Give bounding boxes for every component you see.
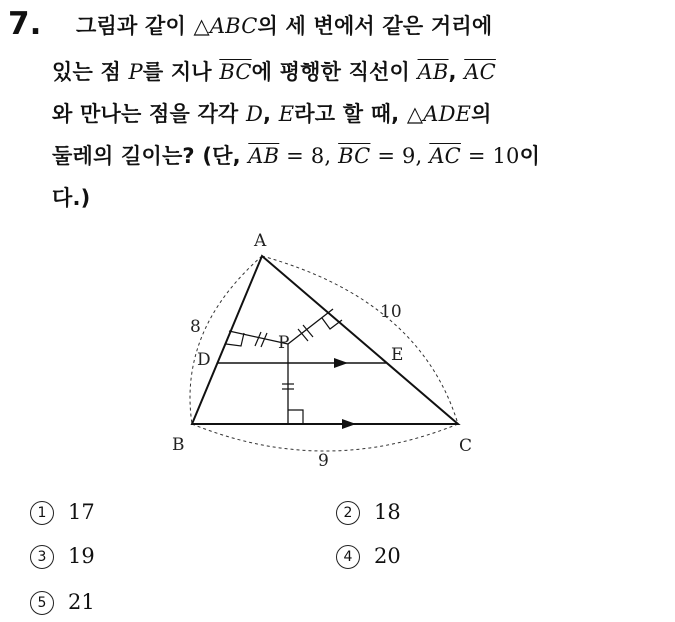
text: 의 세 변에서 같은 거리에 bbox=[257, 14, 493, 38]
choice-mark: 2 bbox=[336, 501, 360, 525]
math-value: = 9, bbox=[370, 144, 430, 168]
label-b: B bbox=[172, 435, 185, 455]
math-value: = 10 bbox=[460, 144, 520, 168]
math-ade: ADE bbox=[423, 102, 472, 126]
text: 를 지나 bbox=[142, 60, 220, 84]
question-number: 7. bbox=[8, 6, 42, 42]
text: 둘레의 길이는? (단, bbox=[52, 144, 249, 168]
choice-value: 20 bbox=[374, 544, 401, 568]
right-angle-mark-ac bbox=[322, 318, 342, 329]
choice-mark: 1 bbox=[30, 501, 54, 525]
choice-mark: 4 bbox=[336, 545, 360, 569]
text: 의 bbox=[471, 102, 492, 126]
triangle-symbol: △ bbox=[406, 102, 424, 126]
question-line-5: 다.) bbox=[52, 186, 91, 210]
choice-value: 21 bbox=[68, 590, 95, 614]
text: 있는 점 bbox=[52, 60, 129, 84]
math-segment-ac: $\overline{AC}$ bbox=[464, 60, 496, 84]
perp-to-ac bbox=[288, 309, 333, 344]
choice-mark: 3 bbox=[30, 545, 54, 569]
text: 이 bbox=[519, 144, 541, 168]
choice-1[interactable] bbox=[30, 500, 95, 525]
math-segment-bc: $\overline{BC}$ bbox=[219, 60, 252, 84]
label-e: E bbox=[391, 345, 404, 365]
math-segment-ac: $\overline{AC}$ bbox=[429, 144, 461, 168]
arrow-de bbox=[334, 358, 348, 368]
triangle-figure bbox=[160, 222, 490, 472]
text: 라고 할 때, bbox=[294, 102, 407, 126]
side-length-ab: 8 bbox=[190, 317, 201, 337]
text: , bbox=[448, 60, 465, 84]
dashed-arc-bc bbox=[192, 424, 458, 451]
math-e: E bbox=[278, 102, 295, 126]
question-line-2 bbox=[52, 56, 496, 86]
choice-3[interactable] bbox=[30, 544, 95, 569]
question-line-3 bbox=[52, 98, 492, 128]
math-segment-ab: $\overline{AB}$ bbox=[417, 60, 449, 84]
label-d: D bbox=[197, 350, 211, 370]
choice-value: 17 bbox=[68, 500, 95, 524]
text: , bbox=[262, 102, 279, 126]
triangle-abc bbox=[192, 256, 458, 424]
arrow-bc bbox=[342, 419, 356, 429]
side-length-bc: 9 bbox=[318, 451, 329, 471]
choice-value: 18 bbox=[374, 500, 401, 524]
text: 와 만나는 점을 각각 bbox=[52, 102, 246, 126]
question-line-1 bbox=[76, 10, 492, 40]
tick-mark bbox=[261, 333, 267, 347]
text: 그림과 같이 bbox=[76, 14, 194, 38]
question-line-4 bbox=[52, 140, 540, 170]
choice-mark: 5 bbox=[30, 591, 54, 615]
text: 에 평행한 직선이 bbox=[251, 60, 418, 84]
right-angle-mark-bc bbox=[288, 410, 303, 424]
math-segment-bc: $\overline{BC}$ bbox=[338, 144, 371, 168]
math-segment-ab: $\overline{AB}$ bbox=[248, 144, 280, 168]
choice-2[interactable] bbox=[336, 500, 401, 525]
math-d: D bbox=[245, 102, 263, 126]
label-p: P bbox=[278, 333, 290, 353]
label-a: A bbox=[254, 231, 267, 251]
side-length-ac: 10 bbox=[380, 302, 402, 322]
label-c: C bbox=[459, 436, 473, 456]
choice-4[interactable] bbox=[336, 544, 401, 569]
math-abc: ABC bbox=[209, 14, 258, 38]
triangle-symbol: △ bbox=[193, 14, 210, 38]
math-p: P bbox=[128, 60, 143, 84]
tick-mark bbox=[255, 332, 261, 346]
choice-5[interactable] bbox=[30, 590, 95, 615]
choice-value: 19 bbox=[68, 544, 95, 568]
math-value: = 8, bbox=[279, 144, 339, 168]
